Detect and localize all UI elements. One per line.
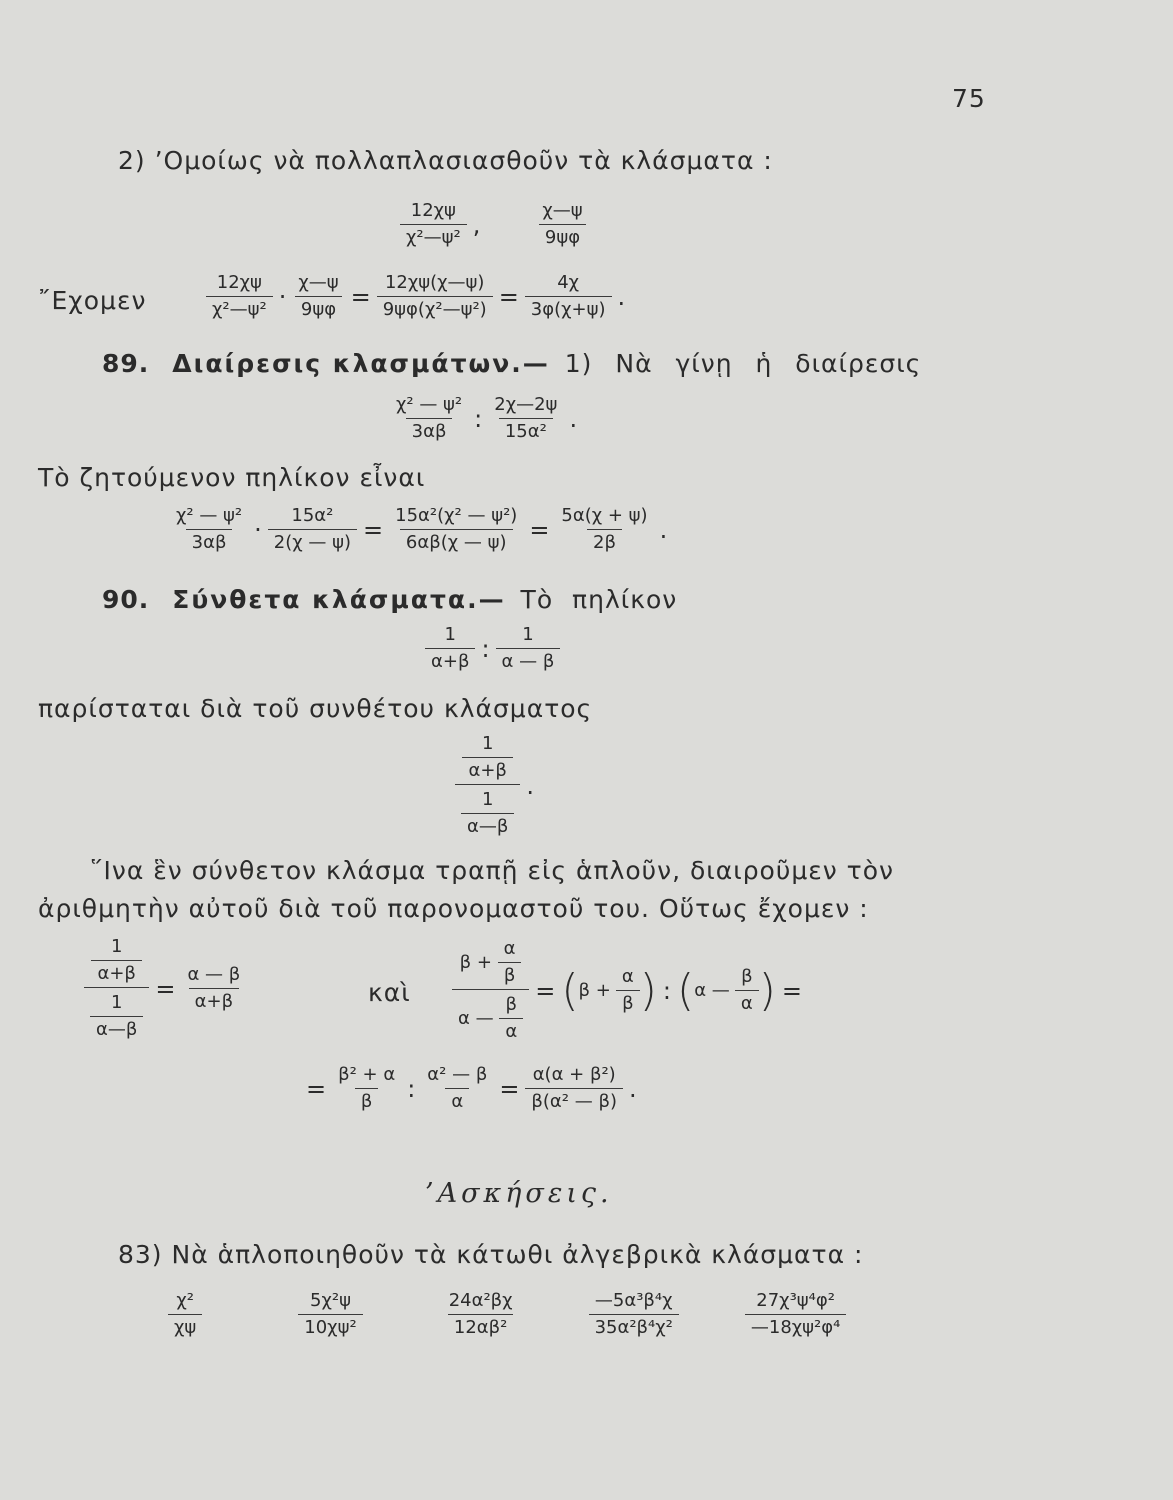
division-colon: : [662, 976, 672, 1005]
equals-sign: = [498, 282, 519, 311]
close-paren: ) [639, 964, 657, 1016]
section-89-division [390, 394, 583, 443]
final-example-second [452, 938, 808, 1043]
fraction-denominator: α [735, 990, 759, 1015]
fraction-numerator: 5χ²ψ [310, 1290, 351, 1311]
equals-sign: = [155, 974, 176, 1003]
fraction-denominator: 9ψφ(χ²—ψ²) [377, 296, 493, 321]
expression-text: α — [458, 1007, 494, 1029]
fraction-numerator: 2χ—2ψ [494, 394, 558, 415]
section-89-heading [102, 349, 921, 378]
fraction-numerator: 24α²βχ [448, 1290, 513, 1311]
fraction-numerator: 1 [481, 733, 494, 754]
multiply-dot: · [278, 282, 287, 311]
fraction-numerator: α — β [187, 964, 241, 985]
fraction-numerator: χ² [176, 1290, 194, 1311]
fraction-numerator: 1 [110, 936, 123, 957]
fraction-numerator: χ—ψ [542, 200, 583, 221]
period: . [617, 282, 626, 311]
fraction-numerator: 15α² [291, 505, 334, 526]
close-paren: ) [758, 964, 776, 1016]
fraction-numerator: 12χψ [410, 200, 456, 221]
fraction-numerator: β² + α [338, 1064, 396, 1085]
section-text: Τὸ πηλίκον [520, 585, 678, 614]
fraction-numerator: χ—ψ [298, 272, 339, 293]
division-colon: : [481, 634, 490, 663]
fraction-denominator: β [498, 962, 522, 987]
period: . [659, 515, 668, 544]
equals-sign: = [363, 515, 384, 544]
equals-sign: = [535, 976, 556, 1005]
example1-result [206, 272, 631, 321]
fraction-denominator: χ²—ψ² [206, 296, 273, 321]
section-89-result [170, 505, 673, 554]
line-paristatai: παρίσταται διὰ τοῦ συνθέτου κλάσματος [38, 694, 593, 723]
fraction-denominator: 6αβ(χ — ψ) [400, 529, 513, 554]
period: . [628, 1074, 637, 1103]
fraction-numerator: α² — β [427, 1064, 488, 1085]
fraction-numerator: χ² — ψ² [176, 505, 243, 526]
open-paren: ( [677, 964, 695, 1016]
paragraph-ina-line2: ἀριθμητὴν αὐτοῦ διὰ τοῦ παρονομαστοῦ του. Οὕτως ἔχομεν : [38, 894, 869, 923]
expression-text: β + [578, 980, 611, 1001]
fraction-denominator: 9ψφ [539, 224, 586, 249]
fraction-numerator: 1 [110, 992, 123, 1013]
expression-text: α — [694, 980, 730, 1001]
equals-sign: = [350, 282, 371, 311]
comma: , [472, 210, 481, 239]
fraction-numerator: 1 [522, 624, 534, 645]
word-kai: καὶ [368, 978, 411, 1007]
line-zitoumenon: Τὸ ζητούμενον πηλίκον εἶναι [38, 463, 426, 492]
fraction-numerator: α [621, 966, 634, 987]
fraction-denominator: χ²—ψ² [400, 224, 467, 249]
equals-sign: = [306, 1074, 327, 1103]
fraction-denominator: 2(χ — ψ) [268, 529, 357, 554]
fraction-numerator: χ² — ψ² [396, 394, 463, 415]
fraction-numerator: 5α(χ + ψ) [561, 505, 648, 526]
fraction-denominator: 3φ(χ+ψ) [525, 296, 612, 321]
fraction-numerator: β [505, 994, 518, 1015]
paragraph-ina-line1: ῞Ινα ἓν σύνθετον κλάσμα τραπῇ εἰς ἁπλοῦν, διαιροῦμεν τὸν [90, 856, 894, 885]
division-colon: : [407, 1074, 416, 1103]
word-echomen: ῎Εχομεν [38, 286, 147, 315]
fraction-numerator: 1 [444, 624, 456, 645]
fraction-denominator: α+β [91, 960, 141, 985]
period: . [569, 404, 578, 433]
equals-sign: = [781, 976, 803, 1005]
multiply-dot: · [254, 515, 262, 544]
section-number: 90. [102, 585, 150, 614]
division-colon: : [474, 404, 483, 433]
section-90-quotient [425, 624, 560, 673]
fraction-numerator: β [741, 966, 753, 987]
fraction-numerator: 4χ [557, 272, 580, 293]
fraction-denominator: 2β [587, 529, 622, 554]
fraction-numerator: 12χψ [216, 272, 262, 293]
compound-fraction [455, 733, 540, 838]
fraction-denominator: 10χψ² [298, 1314, 362, 1339]
fraction-denominator: 3αβ [186, 529, 233, 554]
fraction-denominator: α+β [425, 648, 475, 673]
fraction-denominator: β [616, 990, 640, 1015]
example1-fractions [400, 200, 589, 249]
fraction-denominator: α+β [189, 988, 239, 1013]
final-example-third [300, 1064, 643, 1113]
fraction-numerator: 27χ³ψ⁴φ² [756, 1290, 835, 1311]
section-title: Σύνθετα κλάσματα.— [172, 585, 506, 614]
section-90-heading [102, 585, 677, 614]
equals-sign: = [499, 1074, 520, 1103]
fraction-denominator: 35α²β⁴χ² [589, 1314, 679, 1339]
equals-sign: = [529, 515, 550, 544]
period: . [526, 771, 534, 800]
fraction-numerator: 12χψ(χ—ψ) [384, 272, 485, 293]
fraction-denominator: α—β [461, 813, 514, 838]
fraction-denominator: 12αβ² [448, 1314, 513, 1339]
fraction-denominator: α — β [496, 648, 561, 673]
exercise-83-text: 83) Νὰ ἁπλοποιηθοῦν τὰ κάτωθι ἀλγεβρικὰ κλάσματα : [118, 1240, 864, 1269]
fraction-denominator: 15α² [499, 418, 553, 443]
fraction-numerator: —5α³β⁴χ [594, 1290, 673, 1311]
final-example-first [84, 936, 246, 1041]
fraction-numerator: 1 [481, 789, 494, 810]
exercise-83-fractions [168, 1290, 846, 1339]
section-number: 89. [102, 349, 150, 378]
page-number: 75 [952, 84, 986, 113]
section-title: Διαίρεσις κλασμάτων.— [172, 349, 550, 378]
fraction-denominator: —18χψ²φ⁴ [745, 1314, 846, 1339]
fraction-denominator: α+β [462, 757, 512, 782]
section-text: 1) Νὰ γίνῃ ἡ διαίρεσις [564, 349, 922, 378]
line-omoios: 2) ’Ομοίως νὰ πολλαπλασιασθοῦν τὰ κλάσματα : [118, 146, 773, 175]
fraction-denominator: 9ψφ [295, 296, 342, 321]
open-paren: ( [561, 964, 579, 1016]
fraction-denominator: 3αβ [406, 418, 453, 443]
fraction-denominator: α [499, 1018, 523, 1043]
fraction-denominator: χψ [168, 1314, 202, 1339]
fraction-numerator: α [503, 938, 516, 959]
fraction-denominator: β(α² — β) [525, 1088, 623, 1113]
fraction-denominator: α—β [90, 1016, 143, 1041]
exercises-heading: ’Ασκήσεις. [425, 1178, 613, 1209]
fraction-denominator: β [355, 1088, 379, 1113]
fraction-numerator: 15α²(χ² — ψ²) [395, 505, 518, 526]
expression-text: β + [459, 951, 492, 973]
fraction-numerator: α(α + β²) [532, 1064, 616, 1085]
fraction-denominator: α [445, 1088, 469, 1113]
